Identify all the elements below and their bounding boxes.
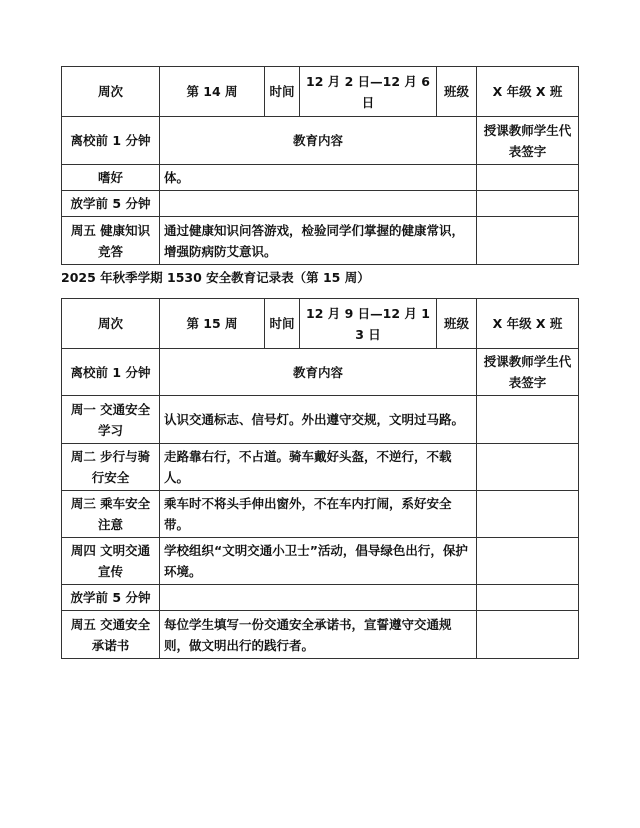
content-cell: 学校组织“文明交通小卫士”活动，倡导绿色出行，保护环境。 [160, 538, 477, 585]
signature-cell [477, 396, 579, 444]
signature-heading-cell: 授课教师学生代表签字 [477, 117, 579, 165]
content-cell: 走路靠右行，不占道。骑车戴好头盔，不逆行，不载人。 [160, 444, 477, 491]
slot-label-cell: 离校前 1 分钟 [62, 349, 160, 396]
time-label-cell: 时间 [265, 299, 300, 349]
time-value-cell: 12 月 9 日—12 月 13 日 [300, 299, 437, 349]
subheader-row [62, 349, 579, 396]
content-cell [160, 191, 477, 217]
table-row [62, 611, 579, 659]
day-cell: 周一 交通安全学习 [62, 396, 160, 444]
week15-record-table [61, 298, 579, 659]
day-cell: 嗜好 [62, 165, 160, 191]
week-label-cell: 周次 [62, 299, 160, 349]
class-label-cell: 班级 [437, 67, 477, 117]
table-row [62, 491, 579, 538]
table-row [62, 191, 579, 217]
table-row [62, 396, 579, 444]
content-cell: 每位学生填写一份交通安全承诺书，宣誓遵守交通规则，做文明出行的践行者。 [160, 611, 477, 659]
content-cell: 认识交通标志、信号灯。外出遵守交规，文明过马路。 [160, 396, 477, 444]
header-row [62, 67, 579, 117]
day-cell: 周二 步行与骑行安全 [62, 444, 160, 491]
table-row [62, 538, 579, 585]
week15-table-caption: 2025 年秋季学期 1530 安全教育记录表（第 15 周） [61, 270, 370, 285]
day-cell: 周四 文明交通宣传 [62, 538, 160, 585]
slot-label-cell: 离校前 1 分钟 [62, 117, 160, 165]
content-heading-cell: 教育内容 [160, 117, 477, 165]
day-cell: 周五 交通安全承诺书 [62, 611, 160, 659]
content-cell: 乘车时不将头手伸出窗外，不在车内打闹，系好安全带。 [160, 491, 477, 538]
class-label-cell: 班级 [437, 299, 477, 349]
week-value-cell: 第 14 周 [160, 67, 265, 117]
subheader-row [62, 117, 579, 165]
week14-record-table [61, 66, 579, 265]
signature-cell [477, 444, 579, 491]
table-row [62, 444, 579, 491]
signature-cell [477, 611, 579, 659]
time-value-cell: 12 月 2 日—12 月 6 日 [300, 67, 437, 117]
signature-cell [477, 217, 579, 265]
table-row [62, 585, 579, 611]
class-value-cell: X 年级 X 班 [477, 299, 579, 349]
day-cell: 放学前 5 分钟 [62, 585, 160, 611]
content-heading-cell: 教育内容 [160, 349, 477, 396]
table-row [62, 217, 579, 265]
signature-cell [477, 491, 579, 538]
signature-cell [477, 191, 579, 217]
day-cell: 周五 健康知识竞答 [62, 217, 160, 265]
header-row [62, 299, 579, 349]
signature-cell [477, 538, 579, 585]
content-cell [160, 585, 477, 611]
signature-heading-cell: 授课教师学生代表签字 [477, 349, 579, 396]
day-cell: 周三 乘车安全注意 [62, 491, 160, 538]
table-row [62, 165, 579, 191]
signature-cell [477, 165, 579, 191]
week-label-cell: 周次 [62, 67, 160, 117]
class-value-cell: X 年级 X 班 [477, 67, 579, 117]
content-cell: 体。 [160, 165, 477, 191]
day-cell: 放学前 5 分钟 [62, 191, 160, 217]
content-cell: 通过健康知识问答游戏，检验同学们掌握的健康常识，增强防病防艾意识。 [160, 217, 477, 265]
signature-cell [477, 585, 579, 611]
week-value-cell: 第 15 周 [160, 299, 265, 349]
time-label-cell: 时间 [265, 67, 300, 117]
